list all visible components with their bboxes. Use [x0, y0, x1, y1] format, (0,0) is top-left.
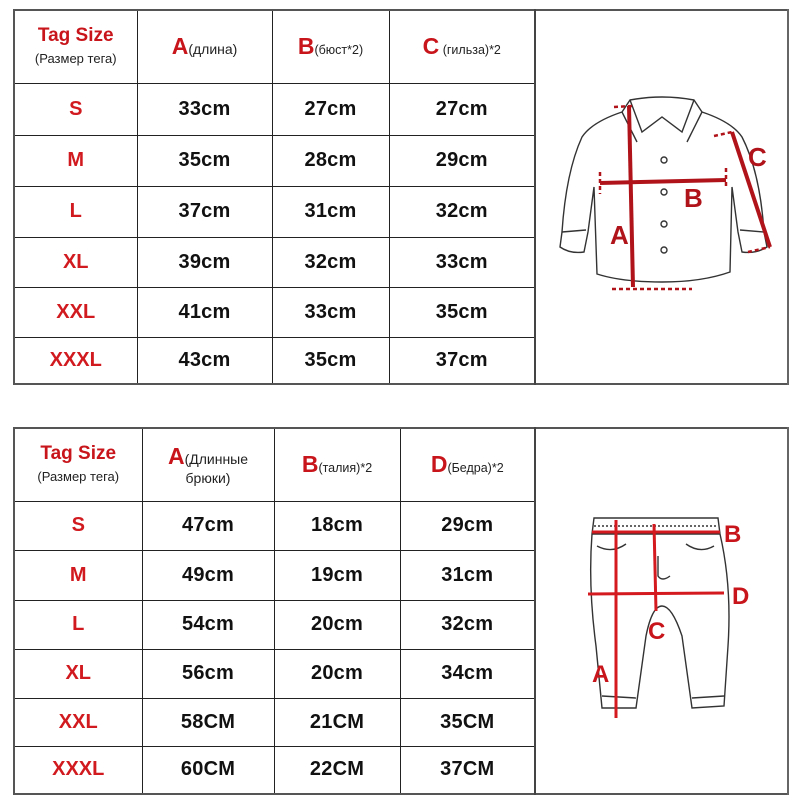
value-d: 29cm [400, 501, 535, 550]
tag-size-header [14, 428, 142, 501]
size-label: XXL [14, 287, 137, 337]
value-b: 33cm [272, 287, 389, 337]
pants-diagram-cell [535, 428, 788, 794]
value-d: 34cm [400, 649, 535, 698]
value-b: 18cm [274, 501, 400, 550]
pants-outline-icon [590, 518, 728, 708]
size-label: L [14, 186, 137, 237]
value-b: 31cm [272, 186, 389, 237]
column-header-c: C (гильза)*2 [389, 10, 535, 83]
value-b: 35cm [272, 337, 389, 384]
column-header-b: B(талия)*2 [274, 428, 400, 501]
size-label: S [14, 83, 137, 135]
tag-size-title: Tag Size [37, 24, 114, 46]
label-c: C [747, 142, 767, 172]
value-a: 54cm [142, 600, 274, 649]
value-a: 56cm [142, 649, 274, 698]
label-b: B [723, 521, 741, 548]
label-a: A [591, 661, 609, 688]
value-a: 47cm [142, 501, 274, 550]
value-c: 33cm [389, 237, 535, 287]
value-c: 29cm [389, 135, 535, 186]
shirt-outline-icon [560, 97, 767, 282]
value-d: 35CM [400, 698, 535, 746]
size-label: XXL [14, 698, 142, 746]
size-label: M [14, 135, 137, 186]
value-d: 37CM [400, 746, 535, 794]
size-label: S [14, 501, 142, 550]
size-label: XXXL [14, 337, 137, 384]
table-header-row [14, 10, 788, 83]
value-d: 32cm [400, 600, 535, 649]
size-label: L [14, 600, 142, 649]
size-label: M [14, 550, 142, 600]
label-a: A [609, 220, 629, 250]
value-c: 32cm [389, 186, 535, 237]
value-a: 33cm [137, 83, 272, 135]
value-c: 35cm [389, 287, 535, 337]
value-a: 49cm [142, 550, 274, 600]
column-header-a: A(длина) [137, 10, 272, 83]
value-b: 27cm [272, 83, 389, 135]
value-b: 28cm [272, 135, 389, 186]
value-b: 20cm [274, 649, 400, 698]
size-label: XL [14, 649, 142, 698]
shirt-size-table [13, 9, 789, 385]
pants-size-table [13, 427, 789, 795]
value-a: 37cm [137, 186, 272, 237]
value-a: 58CM [142, 698, 274, 746]
value-a: 43cm [137, 337, 272, 384]
label-b: B [683, 183, 703, 213]
value-b: 32cm [272, 237, 389, 287]
value-b: 21CM [274, 698, 400, 746]
value-d: 31cm [400, 550, 535, 600]
value-a: 41cm [137, 287, 272, 337]
shirt-diagram-cell [535, 10, 788, 384]
label-d: D [731, 583, 749, 610]
value-b: 20cm [274, 600, 400, 649]
label-c: C [647, 618, 665, 645]
tag-size-title: Tag Size [40, 442, 117, 464]
column-header-a: A(Длинные брюки) [142, 428, 274, 501]
value-c: 37cm [389, 337, 535, 384]
tag-size-subtitle: (Размер тега) [37, 468, 120, 484]
value-b: 22CM [274, 746, 400, 794]
value-b: 19cm [274, 550, 400, 600]
table-header-row [14, 428, 788, 501]
value-a: 39cm [137, 237, 272, 287]
value-c: 27cm [389, 83, 535, 135]
size-label: XXXL [14, 746, 142, 794]
tag-size-subtitle: (Размер тега) [34, 50, 117, 66]
column-header-d: D(Бедра)*2 [400, 428, 535, 501]
pants-measurement-diagram [542, 496, 782, 726]
value-a: 35cm [137, 135, 272, 186]
shirt-measurement-diagram [542, 82, 782, 312]
value-a: 60CM [142, 746, 274, 794]
column-header-b: B(бюст*2) [272, 10, 389, 83]
size-label: XL [14, 237, 137, 287]
tag-size-header [14, 10, 137, 83]
